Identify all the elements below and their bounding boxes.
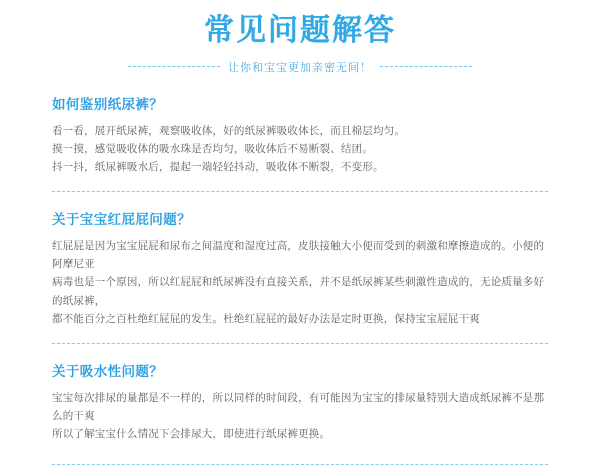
faq-answer-line: 病毒也是一个原因，所以红屁屁和纸尿裤没有直接关系，并不是纸尿裤某些刺激性造成的，无论质量多好的纸尿裤， (52, 276, 545, 307)
section-divider (52, 343, 548, 344)
faq-answer-line: 抖一抖，纸尿裤吸水后，提起一端轻轻抖动，吸收体不断裂，不变形。 (52, 161, 384, 174)
subtitle-rule-left (128, 66, 220, 67)
faq-answer (52, 122, 548, 177)
page-header (0, 0, 600, 75)
faq-item-1 (52, 93, 548, 177)
faq-answer-line: 摸一摸，感觉吸收体的吸水珠是否均匀，吸收体后不易断裂、结团。 (52, 142, 373, 155)
faq-answer-line: 所以了解宝宝什么情况下会排尿大，即使进行纸尿裤更换。 (52, 428, 331, 441)
faq-answer (52, 389, 548, 444)
faq-answer-line: 宝宝每次排尿的量都是不一样的，所以同样的时间段，有可能因为宝宝的排尿量特别大造成纸尿裤不是那么的干爽 (52, 391, 545, 422)
section-divider (52, 464, 548, 465)
subtitle-row (0, 59, 600, 75)
section-divider (52, 191, 548, 192)
faq-item-2 (52, 208, 548, 329)
faq-question: 关于吸水性问题？ (52, 363, 164, 379)
faq-list (52, 93, 548, 465)
page-subtitle: 让你和宝宝更加亲密无间！ (228, 61, 372, 74)
faq-question: 关于宝宝红屁屁问题？ (52, 211, 191, 227)
faq-answer (52, 237, 548, 329)
page-title: 常见问题解答 (204, 14, 396, 47)
subtitle-rule-right (380, 66, 472, 67)
faq-answer-line: 红屁屁是因为宝宝屁屁和尿布之间温度和湿度过高，皮肤接触大小便而受到的刺激和摩擦造成的。小便的阿摩尼亚 (52, 239, 545, 270)
faq-item-3 (52, 360, 548, 444)
faq-question: 如何鉴别纸尿裤？ (52, 96, 164, 112)
faq-answer-line: 看一看，展开纸尿裤，观察吸收体，好的纸尿裤吸收体长，而且棉层均匀。 (52, 124, 406, 137)
faq-answer-line: 都不能百分之百杜绝红屁屁的发生。杜绝红屁屁的最好办法是定时更换，保持宝宝屁屁干爽 (52, 313, 480, 326)
